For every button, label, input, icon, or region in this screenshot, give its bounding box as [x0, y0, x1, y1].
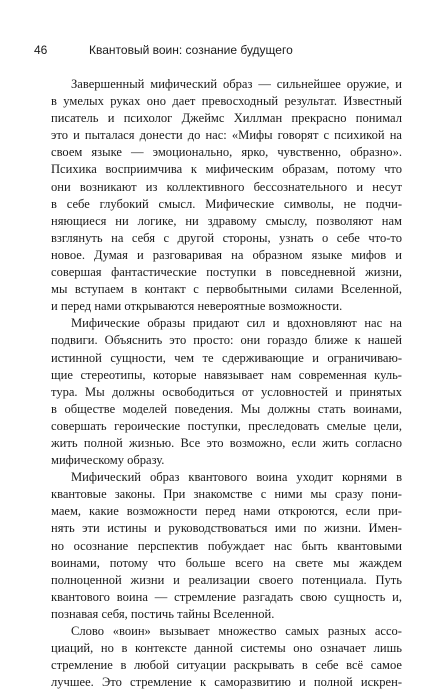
- paragraph-3-line: познавая себя, постичь тайны Вселенной.: [51, 606, 275, 621]
- paragraph-1-line: взглянуть на себя с другой стороны, узнать о себе что-то: [51, 230, 402, 245]
- paragraph-4-line: лучшее. Это стремление к саморазвитию и полной искрен-: [51, 675, 402, 690]
- paragraph-1-line: и перед нами открываются невероятные возможности.: [51, 299, 343, 314]
- paragraph-2-line: мифическому образу.: [51, 453, 165, 468]
- paragraph-2-line: подвиги. Объяснить это просто: они гораздо ближе к нашей: [51, 333, 402, 348]
- paragraph-1-line: своем языке — эмоционально, ярко, чувственно, образно».: [51, 145, 402, 160]
- paragraph-1-line: мы вступаем в контакт с первобытными силами Вселенной,: [51, 282, 402, 297]
- paragraph-1-line: они возникают из коллективного бессознательного и несут: [51, 179, 402, 194]
- paragraph-1-line: писатель и психолог Джеймс Хиллман прекрасно понимал: [51, 111, 402, 126]
- paragraph-3-line: нять эти истины и руководствоваться ими по жизни. Имен-: [51, 521, 402, 536]
- paragraph-3-line: квантового воина — стремление разгадать свою сущность и,: [51, 589, 402, 604]
- paragraph-2-line: в обществе моделей поведения. Мы должны стать воинами,: [51, 401, 402, 416]
- paragraph-3-line: Мифический образ квантового воина уходит корнями в: [71, 470, 402, 485]
- book-title: Квантовый воин: сознание будущего: [89, 43, 293, 57]
- paragraph-3-line: квантовые законы. При знакомстве с ними мы сразу пони-: [51, 487, 402, 502]
- running-head: [34, 42, 414, 58]
- paragraph-1-line: в себе глубокий смысл. Мифические символы, не подчи-: [51, 196, 402, 211]
- paragraph-1-line: это и пыталася донести до нас: «Мифы говорят с психикой на: [51, 128, 402, 143]
- paragraph-1-line: в умелых руках оно дает превосходный результат. Известный: [51, 94, 402, 109]
- paragraph-3-line: но осознание перспектив побуждает нас быть квантовыми: [51, 538, 402, 553]
- paragraph-4-line: циаций, но в контексте данной системы оно означает лишь: [51, 641, 402, 656]
- paragraph-4-line: Слово «воин» вызывает множество самых разных ассо-: [71, 624, 402, 638]
- paragraph-1-line: Психика восприимчива к мифическим образам, потому что: [51, 162, 402, 177]
- paragraph-2-line: тура. Мы должны освободиться от условностей и принятых: [51, 384, 402, 399]
- paragraph-2-line: жить полной жизнью. Все это возможно, если жить согласно: [51, 435, 402, 450]
- paragraph-1-line: няющиеся ни логике, ни здравому смыслу, позволяют нам: [51, 213, 402, 228]
- paragraph-3-line: полноценной жизни и реализации своего потенциала. Путь: [51, 572, 402, 587]
- paragraph-2-line: истинной сущности, чем те сдерживающие и ограничиваю-: [51, 350, 402, 365]
- body-text: [51, 76, 402, 691]
- paragraph-1-line: новое. Думая и разговаривая на образном языке мифов и: [51, 247, 402, 262]
- paragraph-4-line: стремление в любой ситуации раскрывать в себе всё самое: [51, 658, 402, 673]
- paragraph-3-line: маем, какие возможности перед нами откроются, если при-: [51, 504, 402, 519]
- paragraph-1-line: совершая фантастические поступки в повседневной жизни,: [51, 265, 402, 280]
- paragraph-2-line: Мифические образы придают сил и вдохновляют нас на: [71, 316, 402, 331]
- paragraph-1-line: Завершенный мифический образ — сильнейшее оружие, и: [71, 77, 402, 91]
- page-number: 46: [34, 43, 48, 57]
- paragraph-2-line: совершать героические поступки, преследовать смелые цели,: [51, 418, 402, 433]
- paragraph-3-line: воинами, потому что больше всего на свете мы жаждем: [51, 555, 402, 570]
- paragraph-2-line: щие стереотипы, которые навязывает нам современная куль-: [51, 367, 402, 382]
